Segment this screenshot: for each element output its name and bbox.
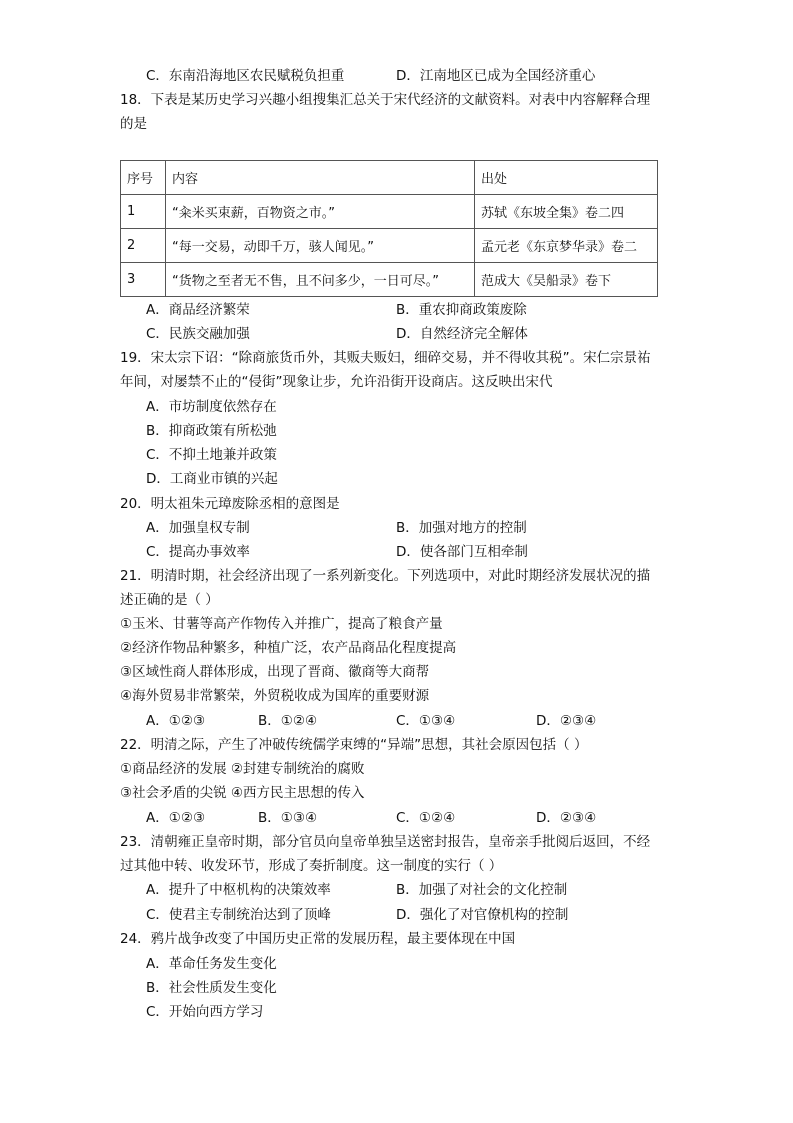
table-cell: 3 bbox=[121, 263, 166, 297]
q19-option-b: B．抑商政策有所松弛 bbox=[146, 423, 277, 439]
q19-option-a: A．市坊制度依然存在 bbox=[146, 399, 277, 415]
table-cell: “籴米买束薪，百物资之市。” bbox=[166, 195, 475, 229]
q22-option-b: B．①③④ bbox=[258, 810, 318, 826]
q21-item-2: ②经济作物品种繁多，种植广泛，农产品商品化程度提高 bbox=[120, 640, 457, 656]
q21-stem: 21．明清时期，社会经济出现了一系列新变化。下列选项中，对此时期经济发展状况的描 bbox=[120, 568, 651, 584]
table-row bbox=[121, 195, 658, 229]
q23-stem: 23．清朝雍正皇帝时期，部分官员向皇帝单独呈送密封报告，皇帝亲手批阅后返回，不经 bbox=[120, 834, 651, 850]
table-cell: 1 bbox=[121, 195, 166, 229]
table-row bbox=[121, 229, 658, 263]
q19-option-c: C．不抑土地兼并政策 bbox=[146, 447, 277, 463]
table-cell: “货物之至者无不售，且不问多少，一日可尽。” bbox=[166, 263, 475, 297]
table-header-cell: 出处 bbox=[475, 161, 658, 195]
table-cell: 孟元老《东京梦华录》卷二 bbox=[475, 229, 658, 263]
q18-stem-cont: 的是 bbox=[120, 116, 147, 132]
q20-option-b: B．加强对地方的控制 bbox=[396, 520, 527, 536]
q23-stem-cont: 过其他中转、收发环节，形成了奏折制度。这一制度的实行（ ） bbox=[120, 858, 503, 874]
table-cell: 苏轼《东坡全集》卷二四 bbox=[475, 195, 658, 229]
q23-option-c: C．使君主专制统治达到了顶峰 bbox=[146, 907, 331, 923]
q18-option-a: A．商品经济繁荣 bbox=[146, 302, 250, 318]
q18-option-d: D．自然经济完全解体 bbox=[396, 326, 528, 342]
table-header-cell: 内容 bbox=[166, 161, 475, 195]
q21-option-a: A．①②③ bbox=[146, 713, 206, 729]
table-header-row bbox=[121, 161, 658, 195]
q22-option-a: A．①②③ bbox=[146, 810, 206, 826]
q18-source-table bbox=[120, 160, 658, 297]
q20-option-a: A．加强皇权专制 bbox=[146, 520, 250, 536]
q22-stem: 22．明清之际，产生了冲破传统儒学束缚的“异端”思想，其社会原因包括（ ） bbox=[120, 737, 588, 753]
q23-option-b: B．加强了对社会的文化控制 bbox=[396, 882, 568, 898]
q21-option-d: D．②③④ bbox=[536, 713, 597, 729]
q23-option-a: A．提升了中枢机构的决策效率 bbox=[146, 882, 331, 898]
q19-stem: 19．宋太宗下诏：“除商旅货币外，其贩夫贩妇，细碎交易，并不得收其税”。宋仁宗景祐 bbox=[120, 350, 651, 366]
q23-option-d: D．强化了对官僚机构的控制 bbox=[396, 907, 569, 923]
table-cell: “每一交易，动即千万，骇人闻见。” bbox=[166, 229, 475, 263]
q22-items-row-2: ③社会矛盾的尖锐 ④西方民主思想的传入 bbox=[120, 785, 365, 801]
q24-option-b: B．社会性质发生变化 bbox=[146, 980, 277, 996]
q24-option-a: A．革命任务发生变化 bbox=[146, 956, 277, 972]
q22-items-row-1: ①商品经济的发展 ②封建专制统治的腐败 bbox=[120, 761, 365, 777]
q24-stem: 24．鸦片战争改变了中国历史正常的发展历程，最主要体现在中国 bbox=[120, 931, 516, 947]
q18-option-c: C．民族交融加强 bbox=[146, 326, 250, 342]
q21-option-b: B．①②④ bbox=[258, 713, 318, 729]
q21-item-3: ③区域性商人群体形成，出现了晋商、徽商等大商帮 bbox=[120, 664, 430, 680]
q21-stem-cont: 述正确的是（ ） bbox=[120, 592, 219, 608]
q19-option-d: D．工商业市镇的兴起 bbox=[146, 471, 278, 487]
q22-option-c: C．①②④ bbox=[396, 810, 456, 826]
q20-stem: 20．明太祖朱元璋废除丞相的意图是 bbox=[120, 496, 340, 512]
table-cell: 2 bbox=[121, 229, 166, 263]
table-cell: 范成大《吴船录》卷下 bbox=[475, 263, 658, 297]
table-row bbox=[121, 263, 658, 297]
q18-option-b: B．重农抑商政策废除 bbox=[396, 302, 527, 318]
q19-stem-cont: 年间，对屡禁不止的“侵街”现象让步，允许沿街开设商店。这反映出宋代 bbox=[120, 374, 553, 390]
q17-option-c: C．东南沿海地区农民赋税负担重 bbox=[146, 68, 345, 84]
table-header-cell: 序号 bbox=[121, 161, 166, 195]
q22-option-d: D．②③④ bbox=[536, 810, 597, 826]
q21-item-4: ④海外贸易非常繁荣，外贸税收成为国库的重要财源 bbox=[120, 688, 430, 704]
q18-stem: 18．下表是某历史学习兴趣小组搜集汇总关于宋代经济的文献资料。对表中内容解释合理 bbox=[120, 92, 651, 108]
q21-option-c: C．①③④ bbox=[396, 713, 456, 729]
q20-option-c: C．提高办事效率 bbox=[146, 544, 250, 560]
q17-option-d: D．江南地区已成为全国经济重心 bbox=[396, 68, 596, 84]
q21-item-1: ①玉米、甘薯等高产作物传入并推广，提高了粮食产量 bbox=[120, 616, 443, 632]
q24-option-c: C．开始向西方学习 bbox=[146, 1004, 264, 1020]
q20-option-d: D．使各部门互相牵制 bbox=[396, 544, 528, 560]
